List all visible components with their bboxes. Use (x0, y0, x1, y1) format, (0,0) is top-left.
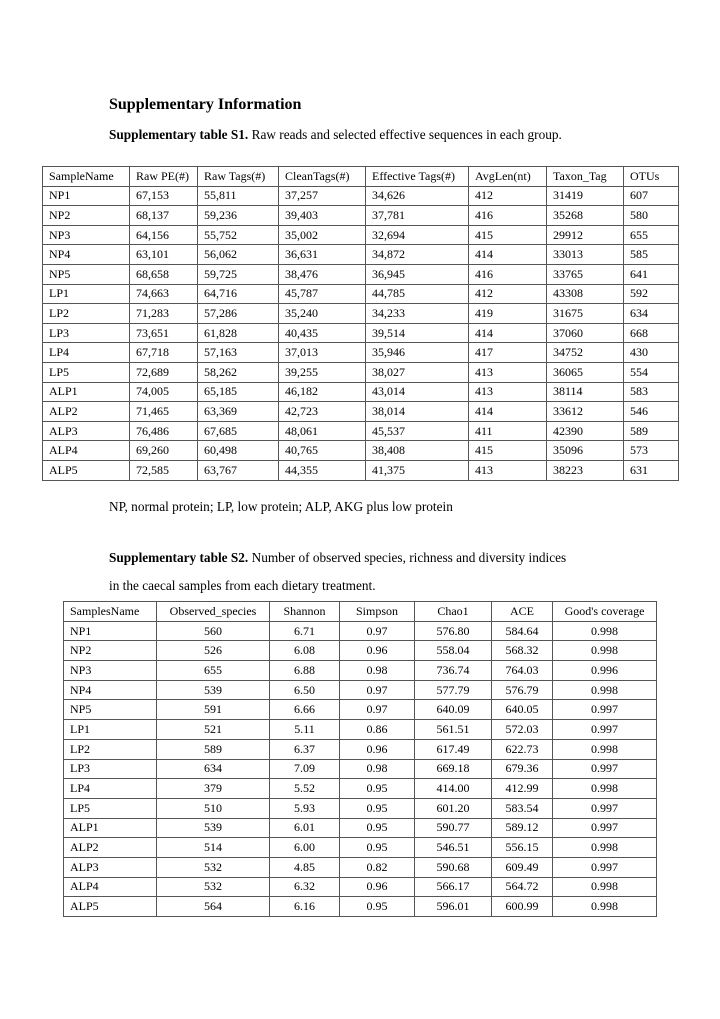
table-cell: 32,694 (366, 225, 469, 245)
table-cell: 67,685 (198, 421, 279, 441)
table-cell: 34752 (547, 343, 624, 363)
table-cell: 0.997 (553, 857, 657, 877)
table-cell: 0.96 (340, 739, 415, 759)
table-cell: 0.95 (340, 798, 415, 818)
table-cell: 63,767 (198, 460, 279, 480)
table-cell: LP3 (43, 323, 130, 343)
table-row (64, 720, 657, 740)
table1-header-cell: Raw Tags(#) (198, 167, 279, 187)
table-cell: 0.95 (340, 897, 415, 917)
table-row (64, 641, 657, 661)
table-cell: 669.18 (415, 759, 492, 779)
table-cell: 589 (157, 739, 270, 759)
table-row (64, 818, 657, 838)
table-cell: 63,101 (130, 245, 198, 265)
table-cell: 29912 (547, 225, 624, 245)
table-cell: NP4 (64, 680, 157, 700)
table-cell: 73,651 (130, 323, 198, 343)
table-cell: 72,689 (130, 362, 198, 382)
table-cell: NP3 (64, 661, 157, 681)
table-cell: ALP2 (64, 838, 157, 858)
table-cell: 419 (469, 304, 547, 324)
table-cell: 37,781 (366, 206, 469, 226)
table-cell: 48,061 (279, 421, 366, 441)
table-cell: 6.88 (270, 661, 340, 681)
table-cell: 414.00 (415, 779, 492, 799)
table-cell: 546.51 (415, 838, 492, 858)
table-cell: LP4 (64, 779, 157, 799)
table-cell: LP1 (64, 720, 157, 740)
table-cell: 609.49 (492, 857, 553, 877)
table-cell: 6.00 (270, 838, 340, 858)
table-cell: 33013 (547, 245, 624, 265)
table-cell: 60,498 (198, 441, 279, 461)
table-cell: 55,811 (198, 186, 279, 206)
table-cell: 655 (624, 225, 679, 245)
table-cell: 572.03 (492, 720, 553, 740)
table-cell: 57,163 (198, 343, 279, 363)
table-cell: 42390 (547, 421, 624, 441)
table-cell: 622.73 (492, 739, 553, 759)
table2-header-cell: Observed_species (157, 602, 270, 622)
table-cell: 0.997 (553, 798, 657, 818)
table-cell: ALP4 (64, 877, 157, 897)
table-cell: 0.998 (553, 838, 657, 858)
table-cell: 558.04 (415, 641, 492, 661)
table1-header-cell: OTUs (624, 167, 679, 187)
table-cell: 0.997 (553, 720, 657, 740)
table-cell: LP1 (43, 284, 130, 304)
table2 (63, 601, 657, 917)
table-cell: 34,233 (366, 304, 469, 324)
table-cell: 596.01 (415, 897, 492, 917)
table-row (64, 838, 657, 858)
table-cell: 568.32 (492, 641, 553, 661)
table-cell: NP5 (64, 700, 157, 720)
table-cell: 0.998 (553, 897, 657, 917)
table1-header-row (43, 167, 679, 187)
table2-header-cell: Chao1 (415, 602, 492, 622)
table-cell: 44,785 (366, 284, 469, 304)
table-cell: 38,476 (279, 264, 366, 284)
table-cell: 379 (157, 779, 270, 799)
table-cell: 7.09 (270, 759, 340, 779)
table2-header-cell: Shannon (270, 602, 340, 622)
table-cell: NP1 (64, 621, 157, 641)
table-cell: 58,262 (198, 362, 279, 382)
table-cell: 0.96 (340, 641, 415, 661)
table-cell: 38,408 (366, 441, 469, 461)
table1-header-cell: AvgLen(nt) (469, 167, 547, 187)
table-cell: 0.98 (340, 661, 415, 681)
table-cell: NP3 (43, 225, 130, 245)
table-cell: 61,828 (198, 323, 279, 343)
table-cell: NP1 (43, 186, 130, 206)
table-cell: 6.71 (270, 621, 340, 641)
table-cell: 584.64 (492, 621, 553, 641)
table-cell: 679.36 (492, 759, 553, 779)
table-cell: 590.68 (415, 857, 492, 877)
table-cell: 64,156 (130, 225, 198, 245)
table-cell: 38223 (547, 460, 624, 480)
table-cell: 6.01 (270, 818, 340, 838)
table-cell: 71,283 (130, 304, 198, 324)
table-cell: 6.50 (270, 680, 340, 700)
table-cell: 510 (157, 798, 270, 818)
table1-caption (109, 127, 562, 143)
table-cell: 430 (624, 343, 679, 363)
table-cell: 641 (624, 264, 679, 284)
table-cell: 0.97 (340, 700, 415, 720)
table-cell: 668 (624, 323, 679, 343)
table-cell: LP4 (43, 343, 130, 363)
table1-caption-text: Raw reads and selected effective sequences in each group. (248, 127, 562, 142)
table1-header-cell: Raw PE(#) (130, 167, 198, 187)
table-row (64, 877, 657, 897)
table-cell: 39,403 (279, 206, 366, 226)
table-cell: 736.74 (415, 661, 492, 681)
table-cell: 634 (157, 759, 270, 779)
table-cell: 412 (469, 186, 547, 206)
table-cell: 35096 (547, 441, 624, 461)
table-cell: 36,945 (366, 264, 469, 284)
table-cell: 38114 (547, 382, 624, 402)
table-cell: 31419 (547, 186, 624, 206)
table-row (43, 264, 679, 284)
table-row (64, 779, 657, 799)
table-row (43, 284, 679, 304)
table-cell: 560 (157, 621, 270, 641)
table-cell: 34,872 (366, 245, 469, 265)
table-cell: 0.82 (340, 857, 415, 877)
table-row (43, 304, 679, 324)
table1 (42, 166, 679, 481)
table-cell: 640.05 (492, 700, 553, 720)
table-cell: 556.15 (492, 838, 553, 858)
table-cell: 64,716 (198, 284, 279, 304)
table-cell: 35,946 (366, 343, 469, 363)
table-cell: 68,658 (130, 264, 198, 284)
table-cell: 413 (469, 362, 547, 382)
table-cell: ALP3 (43, 421, 130, 441)
table-cell: 0.97 (340, 621, 415, 641)
table-cell: 44,355 (279, 460, 366, 480)
table-cell: 0.98 (340, 759, 415, 779)
table-cell: 416 (469, 264, 547, 284)
table2-caption-text-line1: Number of observed species, richness and diversity indices (248, 550, 567, 565)
table-row (43, 362, 679, 382)
table-cell: 590.77 (415, 818, 492, 838)
table-cell: 414 (469, 323, 547, 343)
table-row (43, 225, 679, 245)
table-cell: 0.996 (553, 661, 657, 681)
table-cell: 5.11 (270, 720, 340, 740)
table-cell: ALP2 (43, 402, 130, 422)
table-cell: 0.998 (553, 739, 657, 759)
table-cell: 576.80 (415, 621, 492, 641)
table-cell: 411 (469, 421, 547, 441)
table2-header-row (64, 602, 657, 622)
table-cell: 655 (157, 661, 270, 681)
table-cell: ALP1 (43, 382, 130, 402)
table-cell: 6.37 (270, 739, 340, 759)
table-cell: 617.49 (415, 739, 492, 759)
table-cell: 6.16 (270, 897, 340, 917)
table-cell: 0.86 (340, 720, 415, 740)
table-cell: NP5 (43, 264, 130, 284)
table-row (43, 402, 679, 422)
table-row (43, 441, 679, 461)
table-cell: 413 (469, 460, 547, 480)
table-cell: 583.54 (492, 798, 553, 818)
table-cell: 413 (469, 382, 547, 402)
table-cell: 566.17 (415, 877, 492, 897)
table-cell: 412 (469, 284, 547, 304)
table-cell: 564 (157, 897, 270, 917)
table-cell: 33765 (547, 264, 624, 284)
table-cell: 36065 (547, 362, 624, 382)
table1-header-cell: CleanTags(#) (279, 167, 366, 187)
table-cell: 6.08 (270, 641, 340, 661)
table1-header-cell: Taxon_Tag (547, 167, 624, 187)
table-row (64, 798, 657, 818)
table-cell: 74,005 (130, 382, 198, 402)
table-cell: 63,369 (198, 402, 279, 422)
table-cell: NP2 (64, 641, 157, 661)
table-cell: 415 (469, 441, 547, 461)
table-cell: LP3 (64, 759, 157, 779)
table-cell: 41,375 (366, 460, 469, 480)
table-cell: 5.93 (270, 798, 340, 818)
table-cell: 5.52 (270, 779, 340, 799)
table2-caption (109, 550, 566, 566)
table-cell: 38,014 (366, 402, 469, 422)
table-cell: 0.998 (553, 680, 657, 700)
table-cell: 59,236 (198, 206, 279, 226)
table-cell: 69,260 (130, 441, 198, 461)
table-row (43, 245, 679, 265)
table-cell: 35268 (547, 206, 624, 226)
table1-body (43, 186, 679, 480)
table-cell: 4.85 (270, 857, 340, 877)
table-cell: 591 (157, 700, 270, 720)
table-cell: 0.95 (340, 779, 415, 799)
table-cell: 39,514 (366, 323, 469, 343)
table-cell: 0.998 (553, 779, 657, 799)
table-cell: 583 (624, 382, 679, 402)
table-cell: 55,752 (198, 225, 279, 245)
table2-header-cell: ACE (492, 602, 553, 622)
table-cell: 76,486 (130, 421, 198, 441)
table-cell: 68,137 (130, 206, 198, 226)
table-row (43, 421, 679, 441)
table-cell: 564.72 (492, 877, 553, 897)
table-cell: 0.95 (340, 838, 415, 858)
table-row (64, 857, 657, 877)
table-cell: 0.998 (553, 641, 657, 661)
table-row (43, 206, 679, 226)
table-row (43, 382, 679, 402)
page-title: Supplementary Information (109, 96, 302, 113)
table-cell: 57,286 (198, 304, 279, 324)
table-cell: 35,002 (279, 225, 366, 245)
table-row (43, 186, 679, 206)
table2-caption-line2: in the caecal samples from each dietary treatment. (109, 578, 376, 593)
abbreviation-note: NP, normal protein; LP, low protein; ALP, AKG plus low protein (109, 499, 453, 514)
table-row (64, 739, 657, 759)
table-row (43, 460, 679, 480)
table-cell: LP5 (43, 362, 130, 382)
table-cell: 74,663 (130, 284, 198, 304)
table-cell: 600.99 (492, 897, 553, 917)
table-cell: 576.79 (492, 680, 553, 700)
table-cell: 414 (469, 402, 547, 422)
table-cell: 573 (624, 441, 679, 461)
table-cell: 34,626 (366, 186, 469, 206)
table-cell: 37,013 (279, 343, 366, 363)
table-cell: 46,182 (279, 382, 366, 402)
table-cell: ALP4 (43, 441, 130, 461)
table-cell: 640.09 (415, 700, 492, 720)
table-cell: 521 (157, 720, 270, 740)
table1-header-cell: SampleName (43, 167, 130, 187)
table2-body (64, 621, 657, 916)
table-cell: 561.51 (415, 720, 492, 740)
table-cell: 415 (469, 225, 547, 245)
table-cell: 36,631 (279, 245, 366, 265)
table-cell: 45,787 (279, 284, 366, 304)
table-cell: 59,725 (198, 264, 279, 284)
table-cell: 37060 (547, 323, 624, 343)
table2-caption-label: Supplementary table S2. (109, 550, 249, 565)
table1-header-cell: Effective Tags(#) (366, 167, 469, 187)
table-row (64, 897, 657, 917)
table-cell: 42,723 (279, 402, 366, 422)
table-cell: 514 (157, 838, 270, 858)
table-cell: 532 (157, 857, 270, 877)
table-row (64, 680, 657, 700)
table-cell: 43308 (547, 284, 624, 304)
table-cell: 38,027 (366, 362, 469, 382)
table-cell: 35,240 (279, 304, 366, 324)
table-cell: LP5 (64, 798, 157, 818)
table-cell: 43,014 (366, 382, 469, 402)
table-cell: 0.96 (340, 877, 415, 897)
table-cell: 546 (624, 402, 679, 422)
table-cell: ALP5 (64, 897, 157, 917)
table-cell: NP2 (43, 206, 130, 226)
table-cell: 539 (157, 818, 270, 838)
table-cell: 634 (624, 304, 679, 324)
table-cell: ALP5 (43, 460, 130, 480)
table-cell: 40,765 (279, 441, 366, 461)
table-cell: 67,718 (130, 343, 198, 363)
table-cell: 40,435 (279, 323, 366, 343)
table-cell: 6.66 (270, 700, 340, 720)
table-cell: 0.97 (340, 680, 415, 700)
table-cell: 45,537 (366, 421, 469, 441)
table-cell: 589 (624, 421, 679, 441)
table2-header-cell: Good's coverage (553, 602, 657, 622)
table-row (43, 323, 679, 343)
table-cell: 0.997 (553, 818, 657, 838)
table-cell: 631 (624, 460, 679, 480)
table-cell: 607 (624, 186, 679, 206)
table-row (64, 759, 657, 779)
table-cell: 67,153 (130, 186, 198, 206)
table-cell: 592 (624, 284, 679, 304)
table-cell: 554 (624, 362, 679, 382)
table-cell: LP2 (43, 304, 130, 324)
table1-caption-label: Supplementary table S1. (109, 127, 249, 142)
table-row (64, 700, 657, 720)
table-cell: 39,255 (279, 362, 366, 382)
table-cell: 0.998 (553, 621, 657, 641)
table-row (43, 343, 679, 363)
table-cell: 71,465 (130, 402, 198, 422)
table-cell: 764.03 (492, 661, 553, 681)
table-cell: 6.32 (270, 877, 340, 897)
table-cell: 416 (469, 206, 547, 226)
table-cell: 532 (157, 877, 270, 897)
table-row (64, 621, 657, 641)
table-cell: 0.997 (553, 759, 657, 779)
table2-header-cell: SamplesName (64, 602, 157, 622)
table-cell: 539 (157, 680, 270, 700)
table-cell: 0.997 (553, 700, 657, 720)
table-cell: 37,257 (279, 186, 366, 206)
table-cell: 56,062 (198, 245, 279, 265)
table-cell: 585 (624, 245, 679, 265)
table-cell: ALP1 (64, 818, 157, 838)
table-row (64, 661, 657, 681)
table-cell: 65,185 (198, 382, 279, 402)
table-cell: 412.99 (492, 779, 553, 799)
table-cell: 72,585 (130, 460, 198, 480)
table-cell: 526 (157, 641, 270, 661)
table-cell: ALP3 (64, 857, 157, 877)
table-cell: 589.12 (492, 818, 553, 838)
table-cell: 33612 (547, 402, 624, 422)
table-cell: 414 (469, 245, 547, 265)
table-cell: 577.79 (415, 680, 492, 700)
table-cell: 601.20 (415, 798, 492, 818)
table-cell: NP4 (43, 245, 130, 265)
table-cell: 580 (624, 206, 679, 226)
table-cell: 31675 (547, 304, 624, 324)
table-cell: 0.95 (340, 818, 415, 838)
table-cell: LP2 (64, 739, 157, 759)
table2-header-cell: Simpson (340, 602, 415, 622)
table-cell: 417 (469, 343, 547, 363)
table-cell: 0.998 (553, 877, 657, 897)
